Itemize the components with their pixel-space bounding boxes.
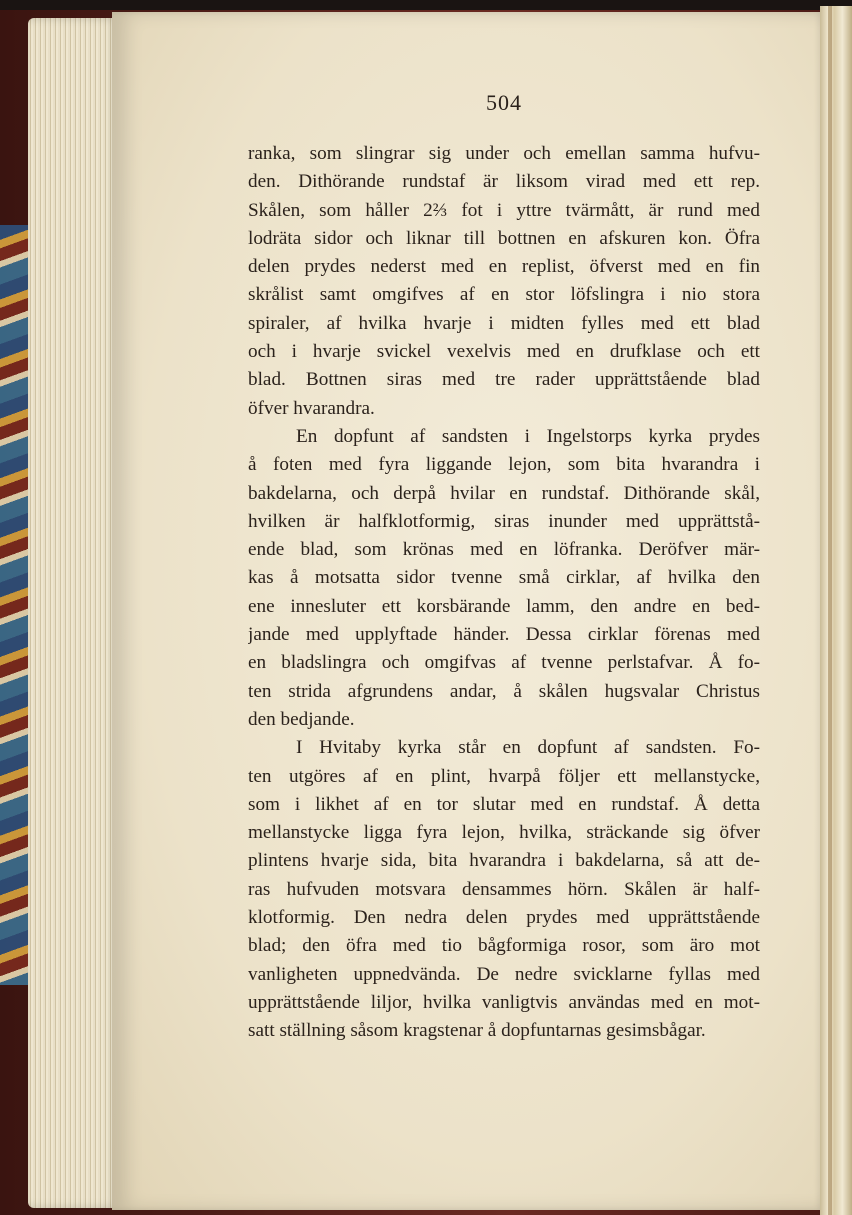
text-line: jande med upplyftade händer. Dessa cirklar förenas med [248,624,760,646]
text-line: ras hufvuden motsvara densammes hörn. Skålen är half- [248,878,760,900]
text-line: ene innesluter ett korsbärande lamm, den andre en bed- [248,595,760,617]
text-line: ten strida afgrundens andar, å skålen hugsvalar Christus [248,680,760,702]
text-line: ranka, som slingrar sig under och emellan samma hufvu- [248,143,760,164]
text-line: ten utgöres af en plint, hvarpå följer ett mellanstycke, [248,765,760,787]
text-line: En dopfunt af sandsten i Ingelstorps kyrka prydes [296,425,760,447]
text-line: spiraler, af hvilka hvarje i midten fylles med ett blad [248,312,760,334]
text-line: upprättstående liljor, hvilka vanligtvis användas med en mot- [248,991,760,1013]
text-line: blad. Bottnen siras med tre rader upprättstående blad [248,369,760,391]
text-line: blad; den öfra med tio bågformiga rosor, som äro mot [248,935,760,957]
text-line: Skålen, som håller 2⅔ fot i yttre tvärmått, är rund med [248,199,760,221]
top-shadow [0,0,852,10]
text-line: och i hvarje svickel vexelvis med en drufklase och ett [248,341,760,363]
text-line: klotformig. Den nedra delen prydes med upprättstående [248,907,760,929]
text-line: den bedjande. [248,708,355,730]
text-line: som i likhet af en tor slutar med en rundstaf. Å detta [248,793,760,815]
text-line: öfver hvarandra. [248,397,375,419]
page-number: 504 [486,90,522,115]
text-line: I Hvitaby kyrka står en dopfunt af sandsten. Fo- [296,737,760,759]
body-text [248,140,760,1046]
text-line: skrålist samt omgifves af en stor löfslingra i nio stora [248,284,760,306]
text-line: plintens hvarje sida, bita hvarandra i bakdelarna, så att de- [248,850,760,872]
page-stack-edge [28,18,120,1208]
text-line: å foten med fyra liggande lejon, som bita hvarandra i [248,454,760,476]
text-line: kas å motsatta sidor tvenne små cirklar, af hvilka den [248,567,760,589]
next-page-edge [820,6,852,1215]
text-line: ende blad, som krönas med en löfranka. Deröfver mär- [248,539,760,561]
text-line: delen prydes nederst med en replist, öfverst med en fin [248,256,760,278]
text-line: hvilken är halfklotformig, siras inunder med upprättstå- [248,510,760,532]
text-line: lodräta sidor och liknar till bottnen en afskuren kon. Öfra [248,227,760,249]
text-line: satt ställning såsom kragstenar å dopfuntarnas gesimsbågar. [248,1020,706,1042]
text-line: mellanstycke ligga fyra lejon, hvilka, sträckande sig öfver [248,822,760,844]
text-line: en bladslingra och omgifvas af tvenne perlstafvar. Å fo- [248,652,760,674]
marbled-endpaper [0,225,30,985]
text-line: bakdelarna, och derpå hvilar en rundstaf. Dithörande skål, [248,482,760,504]
text-line: vanligheten uppnedvända. De nedre svicklarne fyllas med [248,963,760,985]
text-line: den. Dithörande rundstaf är liksom virad med ett rep. [248,171,760,193]
